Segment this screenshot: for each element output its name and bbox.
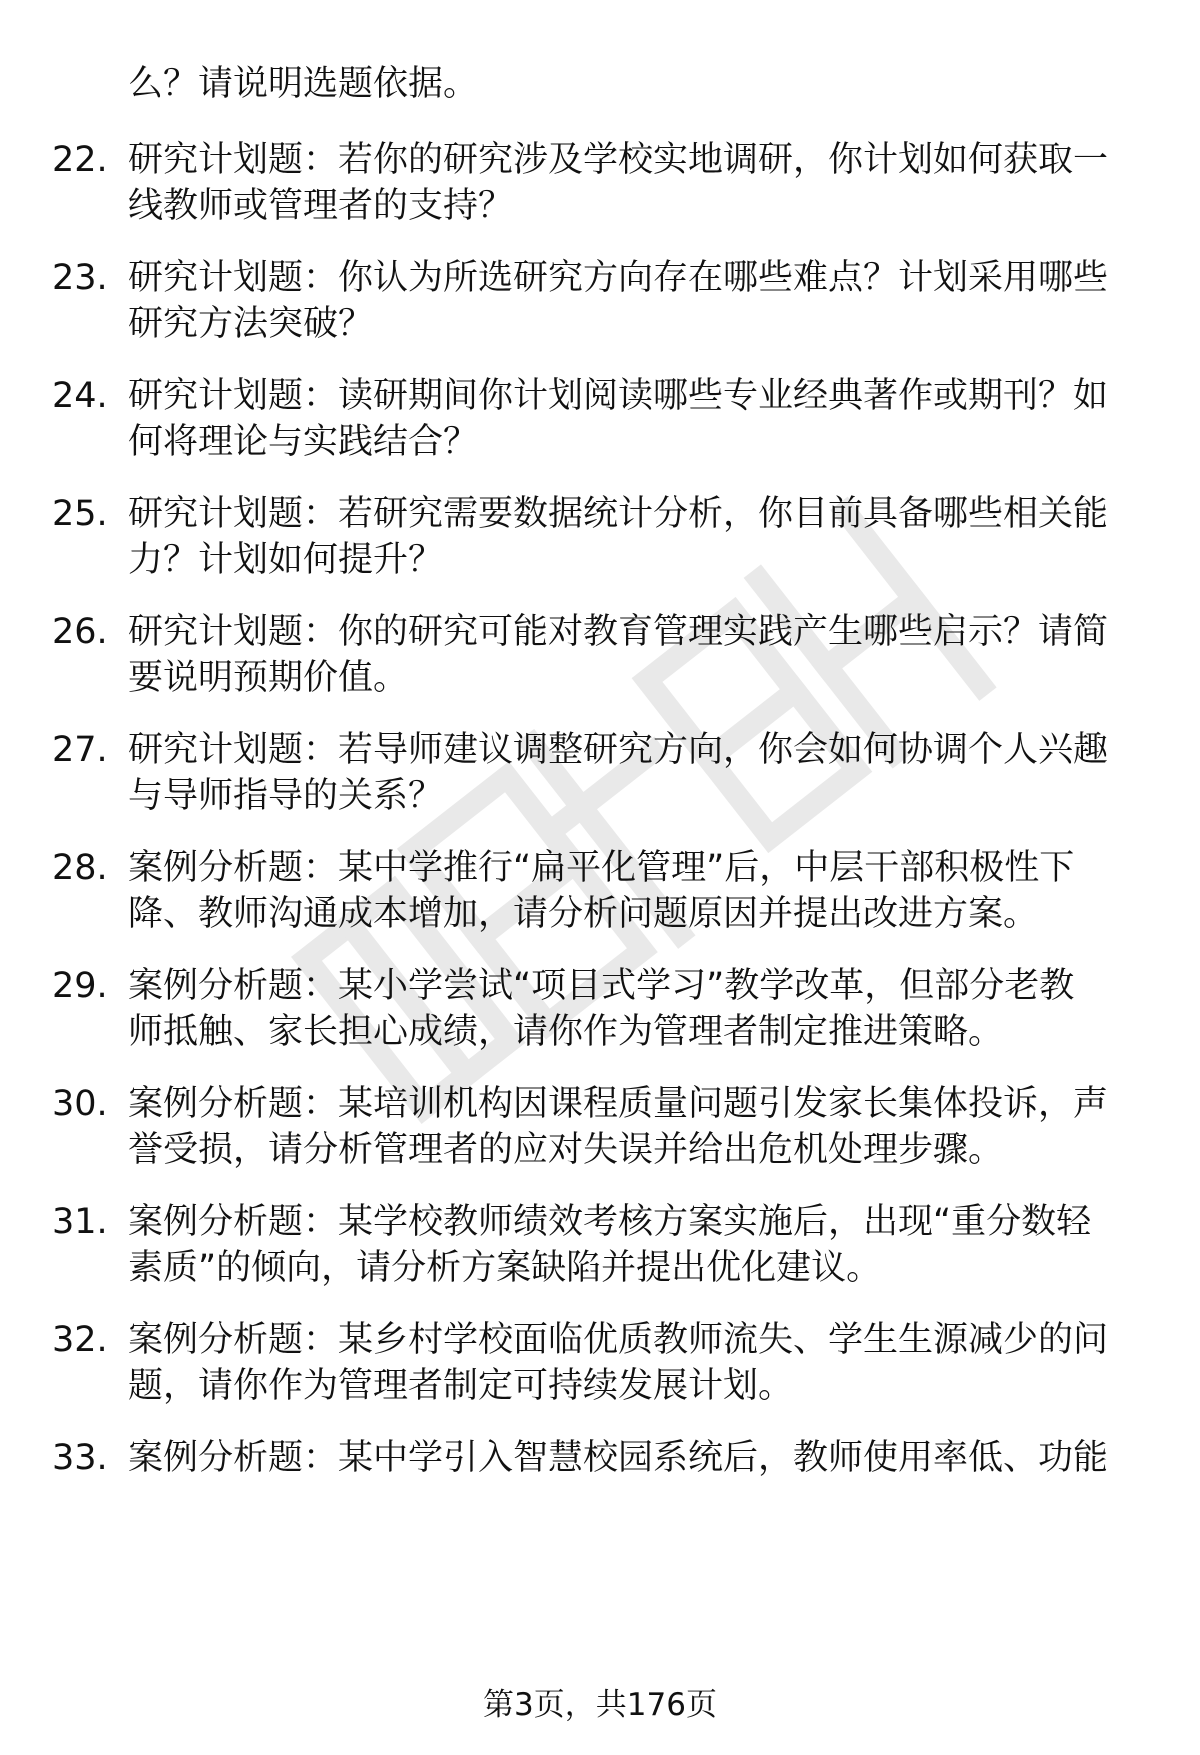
item-text: 研究计划题：你认为所选研究方向存在哪些难点？计划采用哪些 <box>128 258 1109 298</box>
item-text: 研究计划题：若研究需要数据统计分析，你目前具备哪些相关能 <box>128 494 1109 534</box>
item-text: 研究计划题：你的研究可能对教育管理实践产生哪些启示？请简 <box>128 612 1109 652</box>
item-text: 案例分析题：某小学尝试“项目式学习”教学改革，但部分老教 <box>128 966 1075 1006</box>
item-number: 30. <box>52 1084 108 1124</box>
item-number: 29. <box>52 966 108 1006</box>
item-number: 26. <box>52 612 108 652</box>
item-number: 22. <box>52 140 108 180</box>
item-text: 与导师指导的关系？ <box>128 776 444 816</box>
item-text: 力？计划如何提升？ <box>128 540 444 580</box>
item-text: 誉受损，请分析管理者的应对失误并给出危机处理步骤。 <box>128 1130 1004 1170</box>
item-text: 案例分析题：某培训机构因课程质量问题引发家长集体投诉，声 <box>128 1084 1109 1124</box>
item-number: 25. <box>52 494 108 534</box>
item-number: 33. <box>52 1438 108 1478</box>
item-number: 23. <box>52 258 108 298</box>
item-number: 28. <box>52 848 108 888</box>
item-text: 研究计划题：若你的研究涉及学校实地调研，你计划如何获取一 <box>128 140 1109 180</box>
item-text: 案例分析题：某中学引入智慧校园系统后，教师使用率低、功能 <box>128 1438 1109 1478</box>
item-number: 24. <box>52 376 108 416</box>
item-text: 线教师或管理者的支持？ <box>128 186 514 226</box>
item-number: 27. <box>52 730 108 770</box>
item-text: 案例分析题：某乡村学校面临优质教师流失、学生生源减少的问 <box>128 1320 1109 1360</box>
continuation-line: 么？请说明选题依据。 <box>128 64 479 104</box>
item-text: 题，请你作为管理者制定可持续发展计划。 <box>128 1366 794 1406</box>
item-text: 师抵触、家长担心成绩，请你作为管理者制定推进策略。 <box>128 1012 1004 1052</box>
item-number: 31. <box>52 1202 108 1242</box>
item-text: 研究计划题：若导师建议调整研究方向，你会如何协调个人兴趣 <box>128 730 1109 770</box>
item-text: 何将理论与实践结合？ <box>128 422 479 462</box>
item-text: 素质”的倾向，请分析方案缺陷并提出优化建议。 <box>128 1248 882 1288</box>
page-number-footer: 第3页，共176页 <box>483 1687 717 1723</box>
item-text: 降、教师沟通成本增加，请分析问题原因并提出改进方案。 <box>128 894 1039 934</box>
item-text: 案例分析题：某中学推行“扁平化管理”后，中层干部积极性下 <box>128 848 1075 888</box>
item-text: 研究方法突破？ <box>128 304 374 344</box>
item-text: 案例分析题：某学校教师绩效考核方案实施后，出现“重分数轻 <box>128 1202 1092 1242</box>
item-number: 32. <box>52 1320 108 1360</box>
item-text: 要说明预期价值。 <box>128 658 409 698</box>
item-text: 研究计划题：读研期间你计划阅读哪些专业经典著作或期刊？如 <box>128 376 1109 416</box>
